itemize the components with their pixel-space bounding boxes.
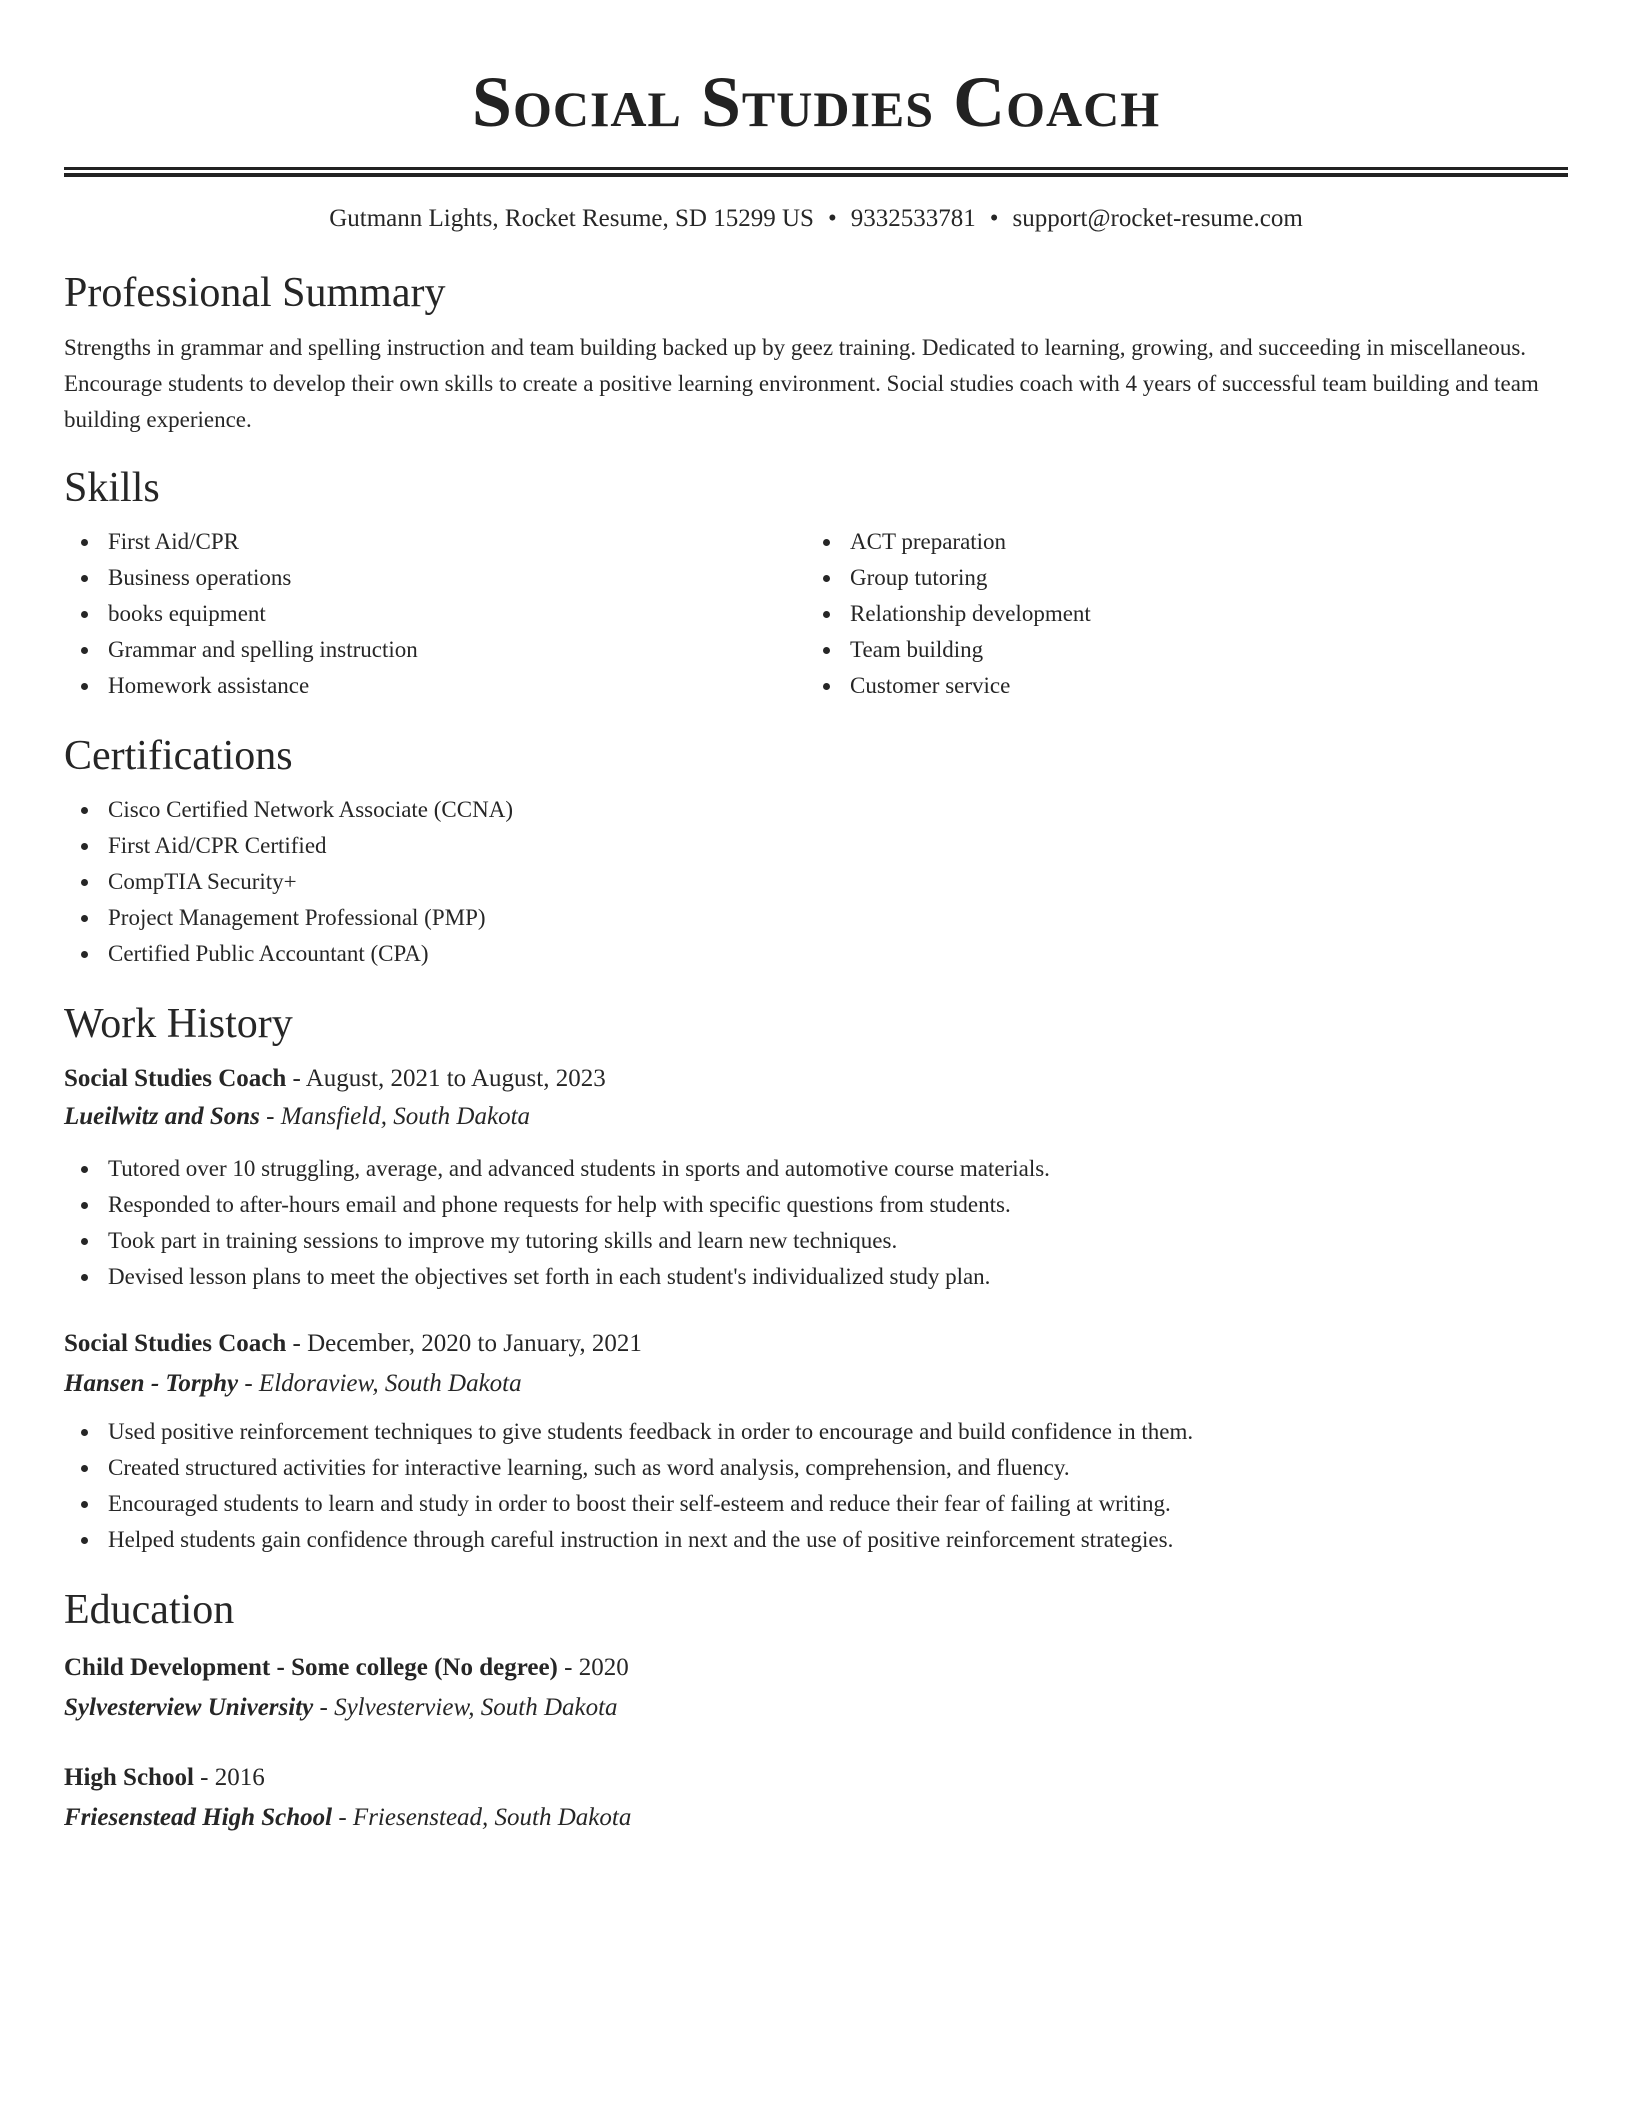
education-year: - 2020	[564, 1654, 629, 1681]
job-role-line	[64, 1325, 1568, 1363]
job-location: - Eldoraview, South Dakota	[244, 1370, 522, 1397]
summary-text: Strengths in grammar and spelling instruction and team building backed up by geez training. Dedicated to learning, growing, and succeeding in miscellaneous. Encourage students to develop their own skills to create a positive learning environment. Social studies coach with 4 years of successful team building and team building experience.	[64, 335, 1539, 432]
job-title: Social Studies Coach	[64, 1065, 287, 1092]
skill-item: Grammar and spelling instruction	[64, 632, 806, 668]
education-entry	[64, 1759, 1568, 1837]
education-school: Sylvesterview University	[64, 1694, 314, 1721]
job-bullet: Helped students gain confidence through careful instruction in next and the use of positive reinforcement strategies.	[64, 1522, 1568, 1558]
job-bullet: Devised lesson plans to meet the objectives set forth in each student's individualized study plan.	[64, 1259, 1568, 1295]
job-company: Lueilwitz and Sons	[64, 1103, 260, 1130]
certifications-list	[64, 792, 1568, 972]
skill-item: Relationship development	[806, 596, 1548, 632]
education-degree: High School	[64, 1764, 194, 1791]
job-title: Social Studies Coach	[64, 1330, 287, 1357]
job-entry	[64, 1325, 1568, 1558]
contact-line	[64, 203, 1568, 235]
job-location: - Mansfield, South Dakota	[266, 1103, 531, 1130]
education-entry	[64, 1649, 1568, 1727]
education-location: - Sylvesterview, South Dakota	[319, 1694, 618, 1721]
job-bullets	[64, 1414, 1568, 1558]
skill-item: Business operations	[64, 560, 806, 596]
job-bullets	[64, 1151, 1568, 1295]
job-bullet: Used positive reinforcement techniques to give students feedback in order to encourage and build confidence in them.	[64, 1414, 1568, 1450]
resume-title: Social Studies Coach	[471, 62, 1161, 142]
education-degree-line	[64, 1649, 1568, 1687]
resume-page	[64, 0, 1568, 1837]
skill-item: books equipment	[64, 596, 806, 632]
job-bullet: Encouraged students to learn and study in order to boost their self-esteem and reduce their fear of failing at writing.	[64, 1486, 1568, 1522]
job-dates: - December, 2020 to January, 2021	[292, 1330, 642, 1357]
education-year: - 2016	[200, 1764, 265, 1791]
job-role-line	[64, 1060, 1568, 1098]
skill-item: Group tutoring	[806, 560, 1548, 596]
skill-item: Homework assistance	[64, 668, 806, 704]
job-company-line	[64, 1098, 1568, 1136]
education-school: Friesenstead High School	[64, 1804, 333, 1831]
certification-item: Cisco Certified Network Associate (CCNA)	[64, 792, 1568, 828]
skills-list	[64, 524, 1568, 704]
education-school-line	[64, 1799, 1568, 1837]
summary-heading: Professional Summary	[64, 270, 446, 316]
skill-item: Team building	[806, 632, 1548, 668]
skill-item: ACT preparation	[806, 524, 1548, 560]
certification-item: CompTIA Security+	[64, 864, 1568, 900]
job-bullet: Created structured activities for interactive learning, such as word analysis, comprehension, and fluency.	[64, 1450, 1568, 1486]
skills-column-right	[806, 524, 1548, 704]
skills-heading: Skills	[64, 465, 160, 511]
work-history-heading: Work History	[64, 1001, 293, 1047]
job-company-line	[64, 1365, 1568, 1403]
job-dates: - August, 2021 to August, 2023	[292, 1065, 606, 1092]
skills-column-left	[64, 524, 806, 704]
job-company: Hansen - Torphy	[64, 1370, 239, 1397]
job-bullet: Tutored over 10 struggling, average, and advanced students in sports and automotive course materials.	[64, 1151, 1568, 1187]
certification-item: Certified Public Accountant (CPA)	[64, 936, 1568, 972]
job-entry	[64, 1060, 1568, 1295]
education-degree-line	[64, 1759, 1568, 1797]
contact-address: Gutmann Lights, Rocket Resume, SD 15299 US	[329, 205, 814, 232]
contact-email: support@rocket-resume.com	[1012, 205, 1303, 232]
skill-item: Customer service	[806, 668, 1548, 704]
job-bullet: Took part in training sessions to improve my tutoring skills and learn new techniques.	[64, 1223, 1568, 1259]
skill-item: First Aid/CPR	[64, 524, 806, 560]
contact-phone: 9332533781	[850, 205, 976, 232]
education-school-line	[64, 1689, 1568, 1727]
education-location: - Friesenstead, South Dakota	[338, 1804, 632, 1831]
title-divider	[64, 167, 1568, 177]
education-heading: Education	[64, 1587, 235, 1633]
job-bullet: Responded to after-hours email and phone requests for help with specific questions from students.	[64, 1187, 1568, 1223]
certification-item: First Aid/CPR Certified	[64, 828, 1568, 864]
certifications-heading: Certifications	[64, 733, 293, 779]
contact-separator: •	[827, 205, 837, 232]
education-degree: Child Development - Some college (No degree)	[64, 1654, 558, 1681]
certification-item: Project Management Professional (PMP)	[64, 900, 1568, 936]
contact-separator: •	[989, 205, 999, 232]
